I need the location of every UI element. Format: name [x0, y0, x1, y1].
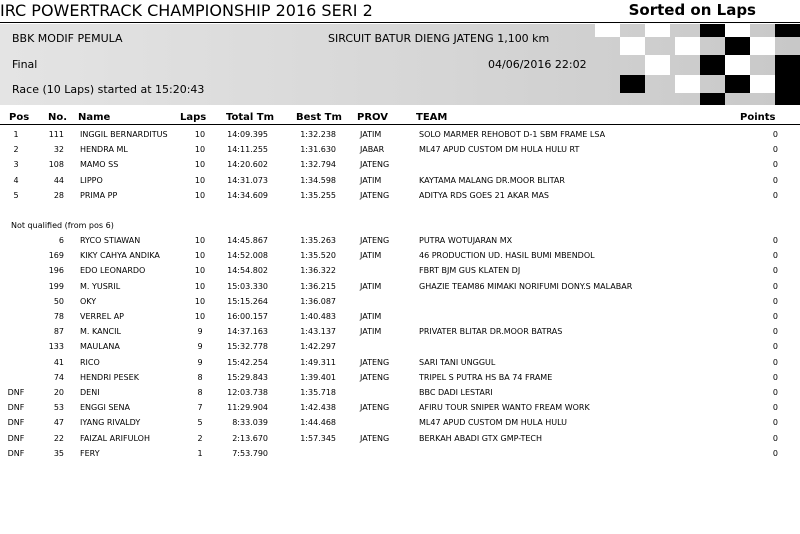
cell-prov: JATENG [360, 190, 390, 200]
table-row [0, 385, 800, 400]
cell-points: 0 [772, 251, 778, 261]
cell-team: ML47 APUD CUSTOM DM HULA HULU [419, 418, 568, 428]
cell-laps: 7 [197, 403, 203, 413]
cell-pos: DNF [7, 433, 25, 443]
cell-pos: DNF [7, 388, 25, 397]
table-row [0, 294, 800, 309]
cell-total-time: 14:11.255 [227, 145, 268, 155]
cell-points: 0 [772, 327, 778, 337]
cell-no: 47 [53, 418, 64, 428]
cell-total-time: 8:33.039 [232, 418, 268, 428]
cell-total-time: 14:52.008 [227, 251, 268, 261]
cell-team: FBRT BJM GUS KLATEN DJ [419, 266, 521, 276]
cell-name: M. YUSRIL [80, 281, 121, 291]
cell-best-time: 1:36.322 [300, 266, 336, 276]
cell-laps: 10 [194, 296, 206, 306]
cell-team: SOLO MARMER REHOBOT D-1 SBM FRAME LSA [419, 130, 606, 139]
cell-total-time: 14:31.073 [227, 175, 268, 185]
cell-team: 46 PRODUCTION UD. HASIL BUMI MBENDOL [419, 251, 595, 261]
cell-no: 53 [53, 403, 64, 413]
checkered-flag-icon [595, 24, 800, 105]
cell-name: LIPPO [80, 175, 103, 185]
table-row [0, 339, 800, 354]
cell-points: 0 [772, 281, 778, 291]
cell-total-time: 14:09.395 [227, 130, 268, 139]
cell-team: PRIVATER BLITAR DR.MOOR BATRAS [419, 327, 563, 337]
cell-laps: 9 [197, 357, 203, 367]
cell-name: VERREL AP [80, 312, 124, 321]
col-points: Points [740, 112, 776, 123]
table-row [0, 309, 800, 324]
cell-best-time: 1:35.520 [300, 251, 336, 261]
cell-prov: JATIM [360, 251, 382, 261]
cell-prov: JATIM [360, 175, 382, 185]
col-total-time: Total Tm [226, 112, 275, 123]
title-divider [0, 22, 800, 23]
cell-points: 0 [772, 296, 778, 306]
cell-name: FERY [80, 448, 100, 458]
cell-total-time: 14:34.609 [227, 190, 268, 200]
header-divider [0, 124, 800, 125]
cell-points: 0 [772, 342, 778, 352]
cell-no: 6 [58, 236, 64, 245]
cell-laps: 10 [194, 190, 206, 200]
cell-laps: 10 [194, 130, 206, 139]
cell-no: 78 [53, 312, 64, 321]
cell-name: INGGIL BERNARDITUS [80, 130, 168, 139]
cell-name: HENDRA ML [80, 145, 128, 155]
cell-name: PRIMA PP [80, 190, 118, 200]
cell-name: RYCO STIAWAN [80, 236, 141, 245]
cell-points: 0 [772, 145, 778, 155]
cell-name: MAULANA [80, 342, 120, 352]
cell-points: 0 [772, 403, 778, 413]
cell-pos: DNF [7, 448, 25, 458]
session-name: Final [12, 58, 38, 71]
table-row [0, 233, 800, 248]
cell-total-time: 14:20.602 [227, 160, 268, 170]
cell-team: BERKAH ABADI GTX GMP-TECH [419, 433, 543, 443]
cell-pos: 3 [13, 160, 19, 170]
cell-team: SARI TANI UNGGUL [419, 357, 496, 367]
cell-prov: JATIM [360, 327, 382, 337]
cell-best-time: 1:36.087 [300, 296, 336, 306]
cell-best-time: 1:57.345 [300, 433, 336, 443]
cell-no: 44 [53, 175, 64, 185]
cell-total-time: 7:53.790 [232, 448, 268, 458]
col-name: Name [78, 112, 111, 123]
col-laps: Laps [180, 112, 207, 123]
cell-laps: 5 [197, 418, 203, 428]
cell-points: 0 [772, 418, 778, 428]
cell-no: 28 [53, 190, 64, 200]
cell-laps: 8 [197, 372, 203, 382]
cell-total-time: 15:42.254 [227, 357, 268, 367]
cell-total-time: 12:03.738 [227, 388, 268, 397]
cell-prov: JATIM [360, 281, 382, 291]
cell-prov: JATENG [360, 236, 390, 245]
cell-team: KAYTAMA MALANG DR.MOOR BLITAR [419, 175, 565, 185]
cell-total-time: 11:29.904 [227, 403, 268, 413]
report-datetime: 04/06/2016 22:02 [488, 58, 587, 71]
cell-laps: 10 [194, 266, 206, 276]
cell-total-time: 14:54.802 [227, 266, 268, 276]
table-row [0, 431, 800, 446]
cell-best-time: 1:35.263 [300, 236, 336, 245]
cell-laps: 10 [194, 281, 206, 291]
col-prov: PROV [357, 112, 389, 123]
cell-name: M. KANCIL [80, 327, 121, 337]
cell-total-time: 16:00.157 [227, 312, 268, 321]
cell-laps: 1 [197, 448, 203, 458]
cell-pos: DNF [7, 403, 25, 413]
cell-no: 196 [48, 266, 64, 276]
cell-name: OKY [80, 296, 97, 306]
cell-no: 133 [48, 342, 64, 352]
cell-laps: 10 [194, 175, 206, 185]
table-row [0, 324, 800, 339]
cell-no: 20 [53, 388, 64, 397]
cell-laps: 9 [197, 327, 203, 337]
cell-total-time: 15:03.330 [227, 281, 268, 291]
cell-points: 0 [772, 357, 778, 367]
col-pos: Pos [9, 112, 30, 123]
cell-no: 199 [48, 281, 64, 291]
cell-best-time: 1:34.598 [300, 175, 336, 185]
cell-name: IYANG RIVALDY [80, 418, 141, 428]
cell-total-time: 15:29.843 [227, 372, 268, 382]
cell-name: KIKY CAHYA ANDIKA [80, 251, 160, 261]
cell-pos: 1 [13, 130, 19, 139]
cell-laps: 10 [194, 145, 206, 155]
table-row [0, 142, 800, 157]
circuit-name: SIRCUIT BATUR DIENG JATENG 1,100 km [328, 32, 550, 45]
cell-name: ENGGI SENA [80, 403, 130, 413]
cell-no: 41 [53, 357, 64, 367]
cell-best-time: 1:43.137 [300, 327, 336, 337]
cell-name: DENI [80, 388, 100, 397]
cell-best-time: 1:39.401 [300, 372, 336, 382]
table-row [0, 127, 800, 142]
cell-points: 0 [772, 190, 778, 200]
cell-pos: 4 [13, 175, 19, 185]
cell-laps: 8 [197, 388, 203, 397]
cell-best-time: 1:36.215 [300, 281, 336, 291]
cell-points: 0 [772, 448, 778, 458]
cell-laps: 10 [194, 251, 206, 261]
cell-prov: JATIM [360, 312, 382, 321]
cell-no: 169 [48, 251, 64, 261]
cell-laps: 10 [194, 312, 206, 321]
cell-team: PUTRA WOTUJARAN MX [419, 236, 513, 245]
cell-total-time: 14:45.867 [227, 236, 268, 245]
cell-total-time: 2:13.670 [232, 433, 268, 443]
col-best-time: Best Tm [296, 112, 342, 123]
race-info: Race (10 Laps) started at 15:20:43 [12, 83, 205, 96]
table-row [0, 157, 800, 172]
cell-prov: JATENG [360, 160, 390, 170]
cell-prov: JATENG [360, 403, 390, 413]
cell-prov: JATENG [360, 433, 390, 443]
cell-no: 111 [48, 130, 64, 139]
cell-name: RICO [80, 357, 100, 367]
cell-points: 0 [772, 175, 778, 185]
col-no: No. [48, 112, 68, 123]
cell-no: 74 [53, 372, 64, 382]
cell-points: 0 [772, 160, 778, 170]
table-row [0, 248, 800, 263]
cell-prov: JABAR [360, 145, 385, 155]
cell-points: 0 [772, 236, 778, 245]
cell-points: 0 [772, 266, 778, 276]
table-row [0, 355, 800, 370]
cell-prov: JATIM [360, 130, 382, 139]
cell-team: GHAZIE TEAM86 MIMAKI NORIFUMI DONY.S MALABAR [419, 281, 633, 291]
not-qualified-label: Not qualified (from pos 6) [11, 221, 114, 230]
table-row [0, 446, 800, 461]
cell-name: FAIZAL ARIFULOH [80, 433, 150, 443]
cell-points: 0 [772, 130, 778, 139]
cell-best-time: 1:32.794 [300, 160, 336, 170]
cell-team: TRIPEL S PUTRA HS BA 74 FRAME [419, 372, 553, 382]
cell-no: 50 [53, 296, 64, 306]
cell-no: 108 [48, 160, 64, 170]
cell-laps: 10 [194, 236, 206, 245]
cell-best-time: 1:42.438 [300, 403, 336, 413]
cell-best-time: 1:44.468 [300, 418, 336, 428]
sort-label: Sorted on Laps [628, 1, 756, 19]
cell-name: EDO LEONARDO [80, 266, 146, 276]
table-row [0, 173, 800, 188]
cell-points: 0 [772, 312, 778, 321]
cell-team: ML47 APUD CUSTOM DM HULA HULU RT [419, 145, 580, 155]
cell-points: 0 [772, 388, 778, 397]
col-team: TEAM [416, 112, 448, 123]
cell-team: BBC DADI LESTARI [419, 388, 493, 397]
cell-best-time: 1:31.630 [300, 145, 336, 155]
cell-prov: JATENG [360, 372, 390, 382]
cell-team: AFIRU TOUR SNIPER WANTO FREAM WORK [419, 403, 590, 413]
table-row [0, 400, 800, 415]
cell-prov: JATENG [360, 357, 390, 367]
cell-best-time: 1:42.297 [300, 342, 336, 352]
cell-name: HENDRI PESEK [80, 372, 139, 382]
cell-laps: 2 [197, 433, 203, 443]
cell-total-time: 15:15.264 [227, 296, 268, 306]
table-row [0, 279, 800, 294]
cell-team: ADITYA RDS GOES 21 AKAR MAS [419, 190, 549, 200]
cell-laps: 9 [197, 342, 203, 352]
cell-best-time: 1:35.718 [300, 388, 336, 397]
cell-points: 0 [772, 433, 778, 443]
cell-pos: DNF [7, 418, 25, 428]
table-row [0, 370, 800, 385]
cell-best-time: 1:35.255 [300, 190, 336, 200]
cell-total-time: 14:37.163 [227, 327, 268, 337]
cell-name: MAMO SS [80, 160, 119, 170]
table-row [0, 263, 800, 278]
cell-best-time: 1:40.483 [300, 312, 336, 321]
page-title: IRC POWERTRACK CHAMPIONSHIP 2016 SERI 2 [0, 1, 373, 20]
cell-pos: 2 [13, 145, 19, 155]
cell-total-time: 15:32.778 [227, 342, 268, 352]
race-info-banner [0, 24, 800, 105]
table-row [0, 188, 800, 203]
cell-no: 87 [53, 327, 64, 337]
class-name: BBK MODIF PEMULA [12, 32, 123, 45]
cell-no: 35 [53, 448, 64, 458]
cell-laps: 10 [194, 160, 206, 170]
cell-best-time: 1:49.311 [300, 357, 336, 367]
cell-points: 0 [772, 372, 778, 382]
cell-no: 32 [53, 145, 64, 155]
cell-pos: 5 [13, 190, 19, 200]
cell-no: 22 [53, 433, 64, 443]
cell-best-time: 1:32.238 [300, 130, 336, 139]
table-row [0, 415, 800, 430]
